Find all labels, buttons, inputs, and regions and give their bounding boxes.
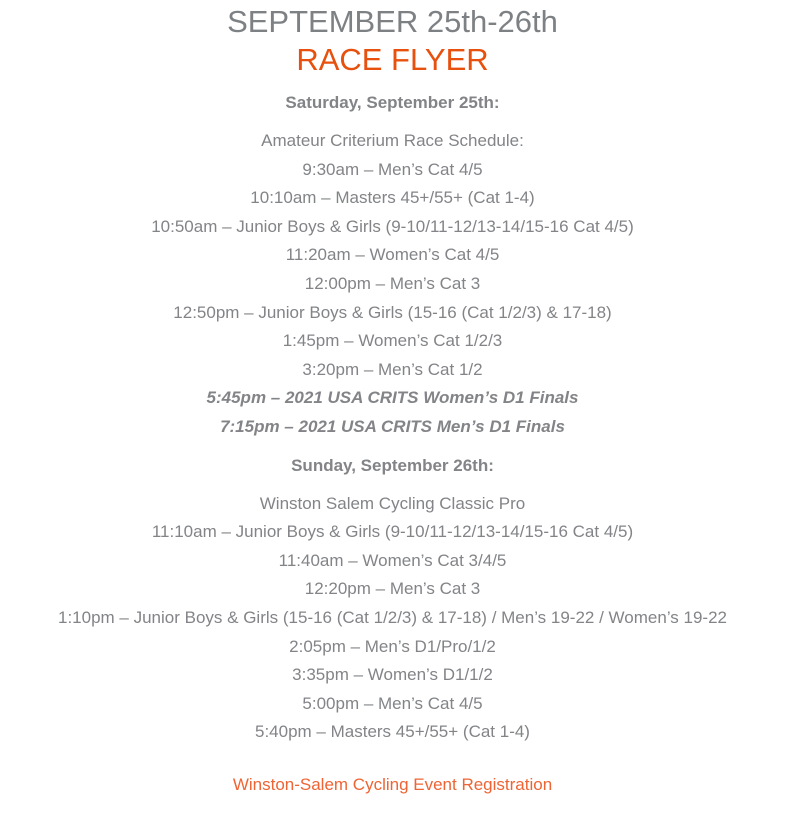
saturday-event: 3:20pm – Men’s Cat 1/2 <box>302 359 483 379</box>
sunday-event: 11:40am – Women’s Cat 3/4/5 <box>278 550 507 570</box>
saturday-event: 9:30am – Men’s Cat 4/5 <box>302 159 483 179</box>
sunday-event: 5:40pm – Masters 45+/55+ (Cat 1-4) <box>255 722 530 742</box>
title-race-flyer: RACE FLYER <box>296 42 489 77</box>
registration-paragraph <box>0 771 785 800</box>
saturday-event: 10:10am – Masters 45+/55+ (Cat 1-4) <box>250 188 535 208</box>
usa-crits-finals <box>0 384 785 441</box>
saturday-schedule-title: Amateur Criterium Race Schedule: <box>261 131 524 150</box>
page-title <box>0 3 785 79</box>
saturday-schedule <box>0 127 785 384</box>
registration-link[interactable]: Winston-Salem Cycling Event Registration <box>232 774 553 794</box>
sunday-schedule <box>0 490 785 747</box>
saturday-event: 11:20am – Women’s Cat 4/5 <box>285 245 500 265</box>
saturday-event: 12:00pm – Men’s Cat 3 <box>304 273 481 293</box>
finals-event-womens: 5:45pm – 2021 USA CRITS Women’s D1 Finals <box>206 388 579 408</box>
sunday-event: 11:10am – Junior Boys & Girls (9-10/11-12/13-14/15-16 Cat 4/5) <box>151 522 634 542</box>
saturday-event: 10:50am – Junior Boys & Girls (9-10/11-12/13-14/15-16 Cat 4/5) <box>151 216 634 236</box>
sunday-event: 5:00pm – Men’s Cat 4/5 <box>302 693 483 713</box>
sunday-event: 12:20pm – Men’s Cat 3 <box>304 579 481 599</box>
saturday-heading: Saturday, September 25th: <box>285 93 500 112</box>
sunday-heading: Sunday, September 26th: <box>291 455 494 475</box>
title-date: SEPTEMBER 25th-26th <box>227 4 558 39</box>
saturday-event: 1:45pm – Women’s Cat 1/2/3 <box>282 331 503 351</box>
sunday-schedule-title: Winston Salem Cycling Classic Pro <box>259 493 526 513</box>
finals-event-mens: 7:15pm – 2021 USA CRITS Men’s D1 Finals <box>220 416 565 436</box>
sunday-event: 3:35pm – Women’s D1/1/2 <box>292 665 493 685</box>
sunday-event: 2:05pm – Men’s D1/Pro/1/2 <box>289 636 496 656</box>
sunday-event: 1:10pm – Junior Boys & Girls (15-16 (Cat 1/2/3) & 17-18) / Men’s 19-22 / Women’s 19-22 <box>58 607 727 627</box>
saturday-event: 12:50pm – Junior Boys & Girls (15-16 (Cat 1/2/3) & 17-18) <box>173 302 612 322</box>
